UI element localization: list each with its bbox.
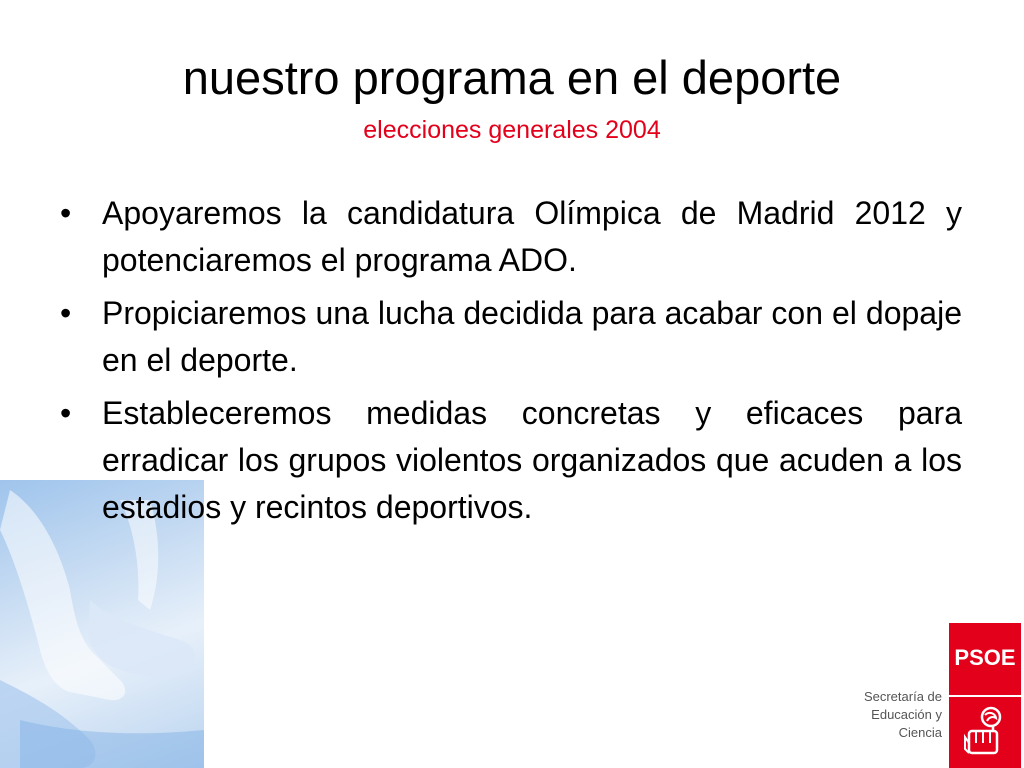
department-line-2: Educación y — [871, 707, 942, 722]
bullet-text: Propiciaremos una lucha decidida para acabar con el dopaje en el deporte. — [102, 295, 962, 378]
bullet-list — [58, 190, 962, 537]
bullet-item — [58, 390, 962, 531]
bullet-icon: • — [60, 195, 72, 231]
slide-title: nuestro programa en el deporte — [182, 51, 842, 104]
bullet-icon: • — [60, 395, 72, 431]
bullet-item — [58, 190, 962, 284]
bullet-item — [58, 290, 962, 384]
slide-subtitle: elecciones generales 2004 — [363, 116, 661, 144]
bullet-icon: • — [60, 295, 72, 331]
department-line-3: Ciencia — [898, 725, 942, 740]
department-line-1: Secretaría de — [863, 689, 942, 704]
bullet-text: Apoyaremos la candidatura Olímpica de Madrid 2012 y potenciaremos el programa ADO. — [102, 195, 962, 278]
logo-divider — [949, 695, 1021, 697]
logo-text: PSOE — [954, 645, 1016, 670]
bullet-text: Estableceremos medidas concretas y eficaces para erradicar los grupos violentos organizados que acuden a los estadios y recintos deportivos. — [102, 395, 962, 525]
department-label — [864, 688, 942, 742]
psoe-logo — [949, 623, 1021, 768]
fist-and-rose-icon — [963, 705, 1007, 761]
